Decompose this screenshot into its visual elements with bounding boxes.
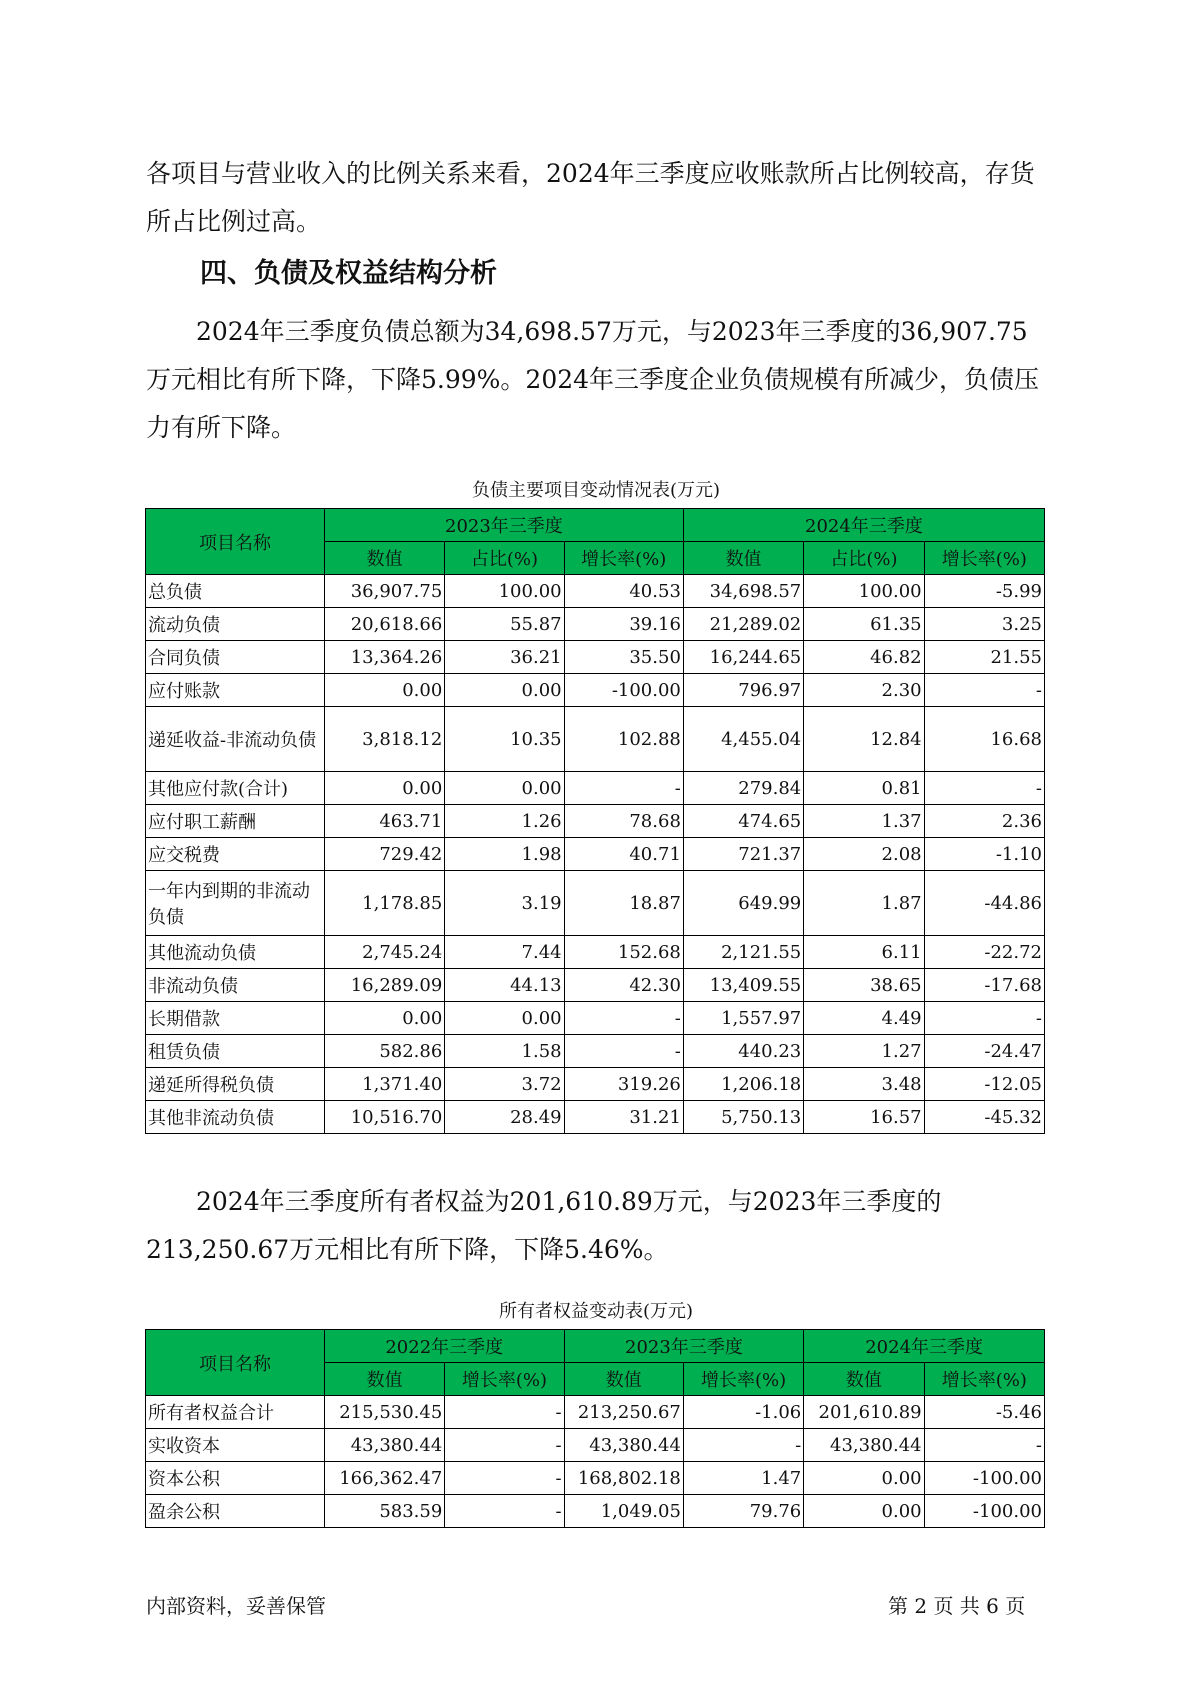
table-row bbox=[146, 707, 1045, 772]
growth-2024-cell: -22.72 bbox=[924, 936, 1044, 969]
value-2024-cell: 649.99 bbox=[683, 871, 803, 936]
row-label-cell: 一年内到期的非流动负债 bbox=[146, 871, 325, 936]
growth-2022-cell: - bbox=[445, 1462, 564, 1495]
growth-2024-cell: -24.47 bbox=[924, 1035, 1044, 1068]
share-2023-cell: 1.98 bbox=[445, 838, 564, 871]
equity-table bbox=[145, 1329, 1045, 1528]
growth-2023-cell: - bbox=[564, 772, 683, 805]
growth-2024-cell: -100.00 bbox=[924, 1495, 1044, 1528]
value-2024-cell: 1,206.18 bbox=[683, 1068, 803, 1101]
share-2023-cell: 44.13 bbox=[445, 969, 564, 1002]
share-2024-cell: 1.27 bbox=[804, 1035, 924, 1068]
share-2023-cell: 100.00 bbox=[445, 575, 564, 608]
share-2023-cell: 0.00 bbox=[445, 674, 564, 707]
share-2024-cell: 2.30 bbox=[804, 674, 924, 707]
growth-2024-cell: -100.00 bbox=[924, 1462, 1044, 1495]
table-row bbox=[146, 641, 1045, 674]
value-2024-cell: 201,610.89 bbox=[804, 1396, 924, 1429]
value-2023-cell: 36,907.75 bbox=[324, 575, 444, 608]
row-label-cell: 流动负债 bbox=[146, 608, 325, 641]
value-2023-cell: 729.42 bbox=[324, 838, 444, 871]
value-2023-cell: 16,289.09 bbox=[324, 969, 444, 1002]
growth-2023-cell: - bbox=[564, 1035, 683, 1068]
equity-table-caption: 所有者权益变动表(万元) bbox=[498, 1301, 694, 1322]
value-2024-cell: 796.97 bbox=[683, 674, 803, 707]
row-label-cell: 其他应付款(合计) bbox=[146, 772, 325, 805]
table-row bbox=[146, 1462, 1045, 1495]
growth-2023-cell: 319.26 bbox=[564, 1068, 683, 1101]
growth-2024-cell: 2.36 bbox=[924, 805, 1044, 838]
period-header-2024: 2024年三季度 bbox=[804, 1330, 1045, 1363]
row-label-cell: 实收资本 bbox=[146, 1429, 325, 1462]
period-header-2024: 2024年三季度 bbox=[683, 509, 1044, 542]
growth-2023-cell: 1.47 bbox=[683, 1462, 803, 1495]
value-2023-cell: 43,380.44 bbox=[564, 1429, 683, 1462]
growth-2023-cell: 102.88 bbox=[564, 707, 683, 772]
share-2023-cell: 28.49 bbox=[445, 1101, 564, 1134]
share-2023-cell: 55.87 bbox=[445, 608, 564, 641]
share-2023-cell: 1.26 bbox=[445, 805, 564, 838]
growth-2023-cell: -1.06 bbox=[683, 1396, 803, 1429]
share-2023-cell: 0.00 bbox=[445, 772, 564, 805]
value-2024-cell: 5,750.13 bbox=[683, 1101, 803, 1134]
growth-2024-cell: - bbox=[924, 1429, 1044, 1462]
value-2023-cell: 10,516.70 bbox=[324, 1101, 444, 1134]
row-label-cell: 合同负债 bbox=[146, 641, 325, 674]
growth-2023-cell: 35.50 bbox=[564, 641, 683, 674]
table-row bbox=[146, 1035, 1045, 1068]
value-2022-cell: 215,530.45 bbox=[324, 1396, 444, 1429]
growth-2024-cell: -1.10 bbox=[924, 838, 1044, 871]
share-2024-cell: 4.49 bbox=[804, 1002, 924, 1035]
table-row bbox=[146, 1495, 1045, 1528]
value-2022-cell: 43,380.44 bbox=[324, 1429, 444, 1462]
table-row bbox=[146, 1068, 1045, 1101]
table-row bbox=[146, 772, 1045, 805]
growth-2023-cell: 18.87 bbox=[564, 871, 683, 936]
paragraph-liability-summary: 2024年三季度负债总额为34,698.57万元，与2023年三季度的36,907.75万元相比有所下降，下降5.99%。2024年三季度企业负债规模有所减少，负债压力有所下降。 bbox=[146, 317, 1040, 442]
growth-2022-cell: - bbox=[445, 1396, 564, 1429]
value-2024-cell: 0.00 bbox=[804, 1462, 924, 1495]
growth-2024-cell: -5.46 bbox=[924, 1396, 1044, 1429]
row-label-cell: 应付职工薪酬 bbox=[146, 805, 325, 838]
sub-header-growth: 增长率(%) bbox=[924, 1363, 1044, 1396]
table-row bbox=[146, 838, 1045, 871]
row-label-cell: 递延收益-非流动负债 bbox=[146, 707, 325, 772]
row-label-cell: 盈余公积 bbox=[146, 1495, 325, 1528]
value-2023-cell: 0.00 bbox=[324, 1002, 444, 1035]
name-column-header: 项目名称 bbox=[146, 1330, 325, 1396]
table-row bbox=[146, 608, 1045, 641]
value-2024-cell: 16,244.65 bbox=[683, 641, 803, 674]
row-label-cell: 其他非流动负债 bbox=[146, 1101, 325, 1134]
liability-table-caption: 负债主要项目变动情况表(万元) bbox=[471, 480, 721, 501]
value-2024-cell: 13,409.55 bbox=[683, 969, 803, 1002]
value-2023-cell: 2,745.24 bbox=[324, 936, 444, 969]
share-2024-cell: 2.08 bbox=[804, 838, 924, 871]
sub-header-value: 数值 bbox=[324, 542, 444, 575]
table-row bbox=[146, 1396, 1045, 1429]
row-label-cell: 租赁负债 bbox=[146, 1035, 325, 1068]
value-2022-cell: 583.59 bbox=[324, 1495, 444, 1528]
growth-2023-cell: 79.76 bbox=[683, 1495, 803, 1528]
value-2024-cell: 440.23 bbox=[683, 1035, 803, 1068]
growth-2024-cell: -45.32 bbox=[924, 1101, 1044, 1134]
share-2024-cell: 1.37 bbox=[804, 805, 924, 838]
sub-header-growth: 增长率(%) bbox=[564, 542, 683, 575]
table-row bbox=[146, 871, 1045, 936]
growth-2023-cell: 152.68 bbox=[564, 936, 683, 969]
value-2024-cell: 1,557.97 bbox=[683, 1002, 803, 1035]
growth-2024-cell: 3.25 bbox=[924, 608, 1044, 641]
value-2023-cell: 13,364.26 bbox=[324, 641, 444, 674]
share-2024-cell: 100.00 bbox=[804, 575, 924, 608]
row-label-cell: 长期借款 bbox=[146, 1002, 325, 1035]
share-2024-cell: 46.82 bbox=[804, 641, 924, 674]
growth-2024-cell: -12.05 bbox=[924, 1068, 1044, 1101]
name-column-header: 项目名称 bbox=[146, 509, 325, 575]
value-2024-cell: 4,455.04 bbox=[683, 707, 803, 772]
share-2024-cell: 6.11 bbox=[804, 936, 924, 969]
row-label-cell: 总负债 bbox=[146, 575, 325, 608]
footer-page-number: 第 2 页 共 6 页 bbox=[888, 1594, 1026, 1618]
growth-2023-cell: 39.16 bbox=[564, 608, 683, 641]
sub-header-growth: 增长率(%) bbox=[924, 542, 1044, 575]
section-heading: 四、负债及权益结构分析 bbox=[200, 258, 497, 289]
period-header-2023: 2023年三季度 bbox=[564, 1330, 804, 1363]
table-row bbox=[146, 1002, 1045, 1035]
paragraph-equity-summary: 2024年三季度所有者权益为201,610.89万元，与2023年三季度的213,250.67万元相比有所下降，下降5.46%。 bbox=[146, 1187, 942, 1264]
table-row bbox=[146, 674, 1045, 707]
value-2023-cell: 0.00 bbox=[324, 772, 444, 805]
share-2023-cell: 7.44 bbox=[445, 936, 564, 969]
share-2023-cell: 0.00 bbox=[445, 1002, 564, 1035]
table-row bbox=[146, 1101, 1045, 1134]
growth-2023-cell: 42.30 bbox=[564, 969, 683, 1002]
value-2024-cell: 0.00 bbox=[804, 1495, 924, 1528]
paragraph-receivables-note: 各项目与营业收入的比例关系来看，2024年三季度应收账款所占比例较高，存货所占比例过高。 bbox=[146, 159, 1035, 236]
share-2023-cell: 36.21 bbox=[445, 641, 564, 674]
growth-2022-cell: - bbox=[445, 1495, 564, 1528]
value-2023-cell: 1,371.40 bbox=[324, 1068, 444, 1101]
footer-confidential-note: 内部资料，妥善保管 bbox=[146, 1594, 326, 1618]
table-row bbox=[146, 969, 1045, 1002]
share-2024-cell: 38.65 bbox=[804, 969, 924, 1002]
value-2024-cell: 34,698.57 bbox=[683, 575, 803, 608]
value-2023-cell: 0.00 bbox=[324, 674, 444, 707]
sub-header-value: 数值 bbox=[324, 1363, 444, 1396]
value-2024-cell: 279.84 bbox=[683, 772, 803, 805]
growth-2024-cell: -44.86 bbox=[924, 871, 1044, 936]
row-label-cell: 递延所得税负债 bbox=[146, 1068, 325, 1101]
share-2023-cell: 10.35 bbox=[445, 707, 564, 772]
growth-2024-cell: 16.68 bbox=[924, 707, 1044, 772]
value-2023-cell: 463.71 bbox=[324, 805, 444, 838]
value-2023-cell: 213,250.67 bbox=[564, 1396, 683, 1429]
growth-2023-cell: 40.71 bbox=[564, 838, 683, 871]
value-2023-cell: 1,178.85 bbox=[324, 871, 444, 936]
growth-2024-cell: -17.68 bbox=[924, 969, 1044, 1002]
growth-2023-cell: - bbox=[564, 1002, 683, 1035]
value-2023-cell: 1,049.05 bbox=[564, 1495, 683, 1528]
liability-table bbox=[145, 508, 1045, 1134]
share-2024-cell: 12.84 bbox=[804, 707, 924, 772]
growth-2024-cell: -5.99 bbox=[924, 575, 1044, 608]
growth-2023-cell: 40.53 bbox=[564, 575, 683, 608]
value-2024-cell: 474.65 bbox=[683, 805, 803, 838]
value-2023-cell: 582.86 bbox=[324, 1035, 444, 1068]
share-2024-cell: 61.35 bbox=[804, 608, 924, 641]
share-2023-cell: 3.19 bbox=[445, 871, 564, 936]
value-2023-cell: 168,802.18 bbox=[564, 1462, 683, 1495]
sub-header-share: 占比(%) bbox=[804, 542, 924, 575]
table-row bbox=[146, 1429, 1045, 1462]
table-row bbox=[146, 805, 1045, 838]
value-2024-cell: 43,380.44 bbox=[804, 1429, 924, 1462]
row-label-cell: 非流动负债 bbox=[146, 969, 325, 1002]
sub-header-growth: 增长率(%) bbox=[683, 1363, 803, 1396]
growth-2023-cell: 78.68 bbox=[564, 805, 683, 838]
value-2023-cell: 3,818.12 bbox=[324, 707, 444, 772]
share-2024-cell: 3.48 bbox=[804, 1068, 924, 1101]
sub-header-growth: 增长率(%) bbox=[445, 1363, 564, 1396]
growth-2023-cell: - bbox=[683, 1429, 803, 1462]
row-label-cell: 应交税费 bbox=[146, 838, 325, 871]
sub-header-value: 数值 bbox=[683, 542, 803, 575]
share-2023-cell: 3.72 bbox=[445, 1068, 564, 1101]
period-header-2023: 2023年三季度 bbox=[324, 509, 683, 542]
row-label-cell: 资本公积 bbox=[146, 1462, 325, 1495]
value-2024-cell: 721.37 bbox=[683, 838, 803, 871]
value-2024-cell: 21,289.02 bbox=[683, 608, 803, 641]
growth-2024-cell: - bbox=[924, 1002, 1044, 1035]
growth-2023-cell: 31.21 bbox=[564, 1101, 683, 1134]
sub-header-value: 数值 bbox=[564, 1363, 683, 1396]
value-2022-cell: 166,362.47 bbox=[324, 1462, 444, 1495]
growth-2023-cell: -100.00 bbox=[564, 674, 683, 707]
period-header-2022: 2022年三季度 bbox=[324, 1330, 564, 1363]
row-label-cell: 所有者权益合计 bbox=[146, 1396, 325, 1429]
sub-header-share: 占比(%) bbox=[445, 542, 564, 575]
value-2024-cell: 2,121.55 bbox=[683, 936, 803, 969]
table-row bbox=[146, 936, 1045, 969]
row-label-cell: 其他流动负债 bbox=[146, 936, 325, 969]
table-row bbox=[146, 575, 1045, 608]
growth-2024-cell: - bbox=[924, 772, 1044, 805]
growth-2024-cell: 21.55 bbox=[924, 641, 1044, 674]
share-2023-cell: 1.58 bbox=[445, 1035, 564, 1068]
share-2024-cell: 1.87 bbox=[804, 871, 924, 936]
share-2024-cell: 16.57 bbox=[804, 1101, 924, 1134]
value-2023-cell: 20,618.66 bbox=[324, 608, 444, 641]
growth-2022-cell: - bbox=[445, 1429, 564, 1462]
share-2024-cell: 0.81 bbox=[804, 772, 924, 805]
growth-2024-cell: - bbox=[924, 674, 1044, 707]
sub-header-value: 数值 bbox=[804, 1363, 924, 1396]
row-label-cell: 应付账款 bbox=[146, 674, 325, 707]
